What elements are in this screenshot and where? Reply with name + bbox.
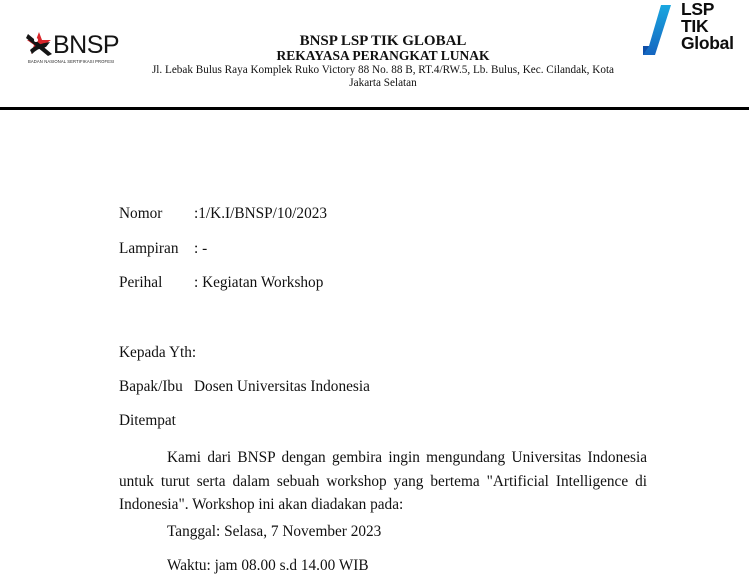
bnsp-emblem-icon — [26, 30, 56, 60]
lsp-logo-line3: Global — [681, 33, 734, 53]
letterhead — [140, 33, 626, 90]
meta-label-lampiran: Lampiran — [119, 240, 179, 257]
meta-value-lampiran: : - — [194, 240, 208, 257]
meta-value-nomor: :1/K.I/BNSP/10/2023 — [194, 205, 328, 222]
bnsp-wordmark: BNSP — [53, 31, 120, 59]
bnsp-subtitle: BADAN NASIONAL SERTIFIKASI PROFESI — [28, 59, 115, 64]
lsp-logo-text — [681, 1, 734, 52]
meta-value-perihal: : Kegiatan Workshop — [194, 274, 324, 291]
organization-department: REKAYASA PERANGKAT LUNAK — [276, 48, 490, 63]
bnsp-logo — [26, 30, 136, 70]
event-date: Tanggal: Selasa, 7 November 2023 — [167, 523, 382, 540]
organization-address: Jl. Lebak Bulus Raya Komplek Ruko Victory 88 No. 88 B, RT.4/RW.5, Lb. Bulus, Kec. Cilandak, Kota Jakarta Selatan — [151, 64, 615, 89]
lsp-logo-line1: LSP — [681, 0, 715, 19]
meta-label-perihal: Perihal — [119, 274, 163, 291]
header-divider — [0, 107, 749, 110]
recipient-name: Dosen Universitas Indonesia — [194, 378, 370, 395]
organization-name: BNSP LSP TIK GLOBAL — [299, 33, 467, 49]
lsp-logo-line2: TIK — [681, 16, 709, 36]
recipient-greeting: Kepada Yth: — [119, 344, 197, 361]
invitation-text: Kami dari BNSP dengan gembira ingin mengundang Universitas Indonesia untuk turut serta dalam sebuah workshop yang bertema "Artificial Intelligence di Indonesia". Workshop ini akan diadakan pada: — [119, 449, 647, 513]
event-time: Waktu: jam 08.00 s.d 14.00 WIB — [167, 557, 369, 574]
invitation-paragraph — [119, 446, 647, 517]
lsp-tik-global-logo — [641, 2, 749, 56]
lsp-mark-icon — [641, 4, 677, 56]
recipient-name-label: Bapak/Ibu — [119, 378, 183, 395]
recipient-location: Ditempat — [119, 412, 176, 429]
meta-label-nomor: Nomor — [119, 205, 163, 222]
